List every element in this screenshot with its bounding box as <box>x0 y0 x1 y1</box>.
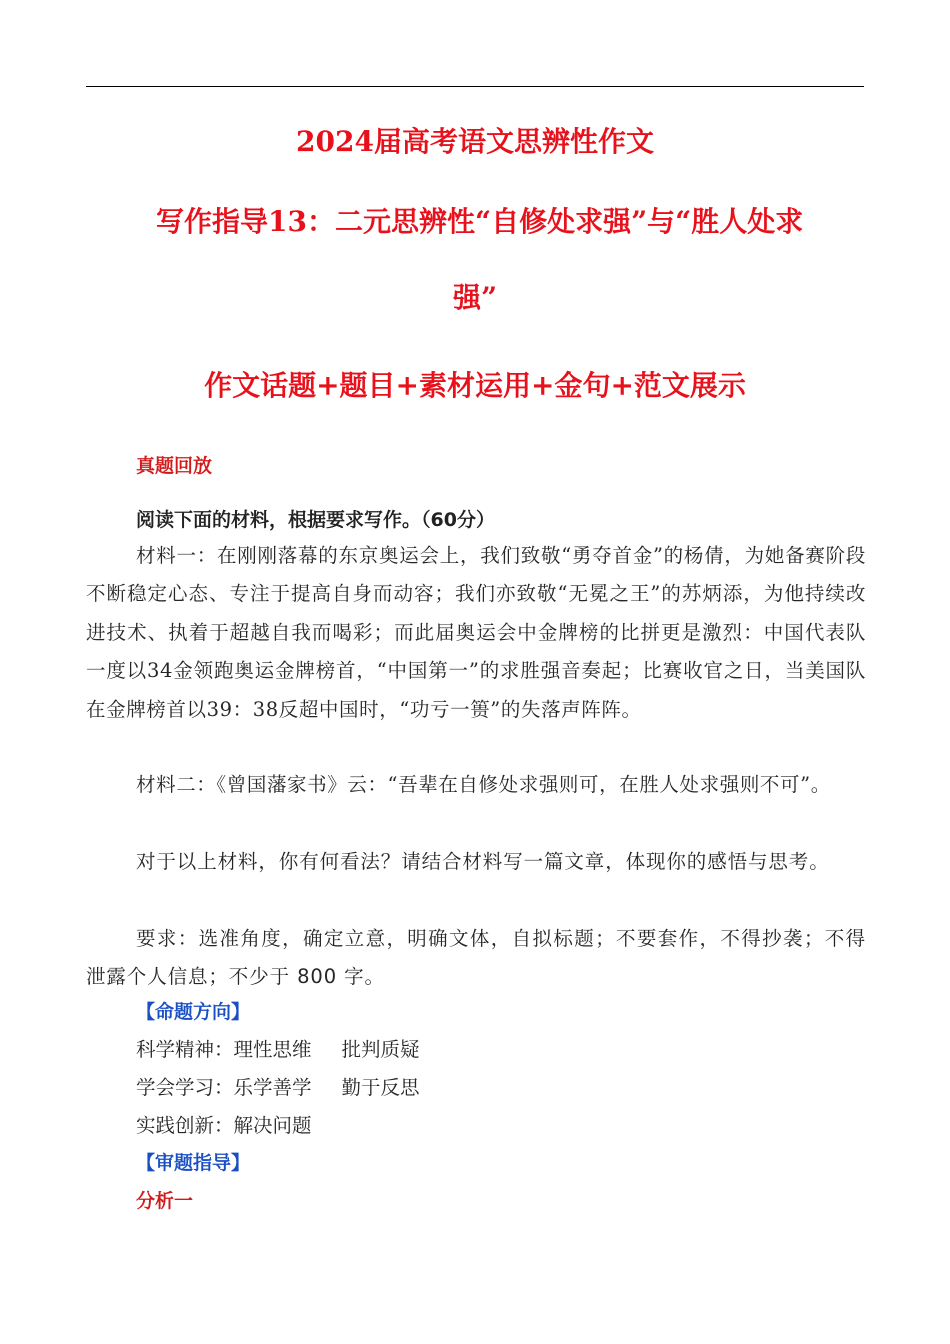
direction-label: 学会学习：乐学善学 <box>136 1076 312 1099</box>
material-one: 材料一：在刚刚落幕的东京奥运会上，我们致敬“勇夺首金”的杨倩，为她备赛阶段不断稳定心态、专注于提高自身而动容；我们亦致敬“无冕之王”的苏炳添，为他持续改进技术、执着于超越自我而喝彩；而此届奥运会中金牌榜的比拼更是激烈：中国代表队一度以34金领跑奥运金牌榜首，“中国第一”的求胜强音奏起；比赛收官之日，当美国队在金牌榜首以39：38反超中国时，“功亏一篑”的失落声阵阵。 <box>86 544 866 721</box>
direction-extra: 勤于反思 <box>341 1076 420 1099</box>
section-mingti-heading: 【命题方向】 <box>136 1001 251 1023</box>
material-two: 材料二：《曾国藩家书》云：“吾辈在自修处求强则可，在胜人处求强则不可”。 <box>136 773 831 796</box>
section-shenti-heading: 【审题指导】 <box>136 1152 251 1174</box>
requirements-text: 要求：选准角度，确定立意，明确文体，自拟标题；不要套作，不得抄袭；不得泄露个人信息；不少于 800 字。 <box>86 927 866 989</box>
analysis-one-heading: 分析一 <box>136 1190 194 1212</box>
doc-title-line2-cont: 强” <box>452 281 498 314</box>
direction-row <box>136 1113 312 1139</box>
direction-row <box>136 1075 420 1101</box>
direction-extra: 批判质疑 <box>341 1038 420 1061</box>
prompt-intro: 阅读下面的材料，根据要求写作。（60分） <box>136 509 495 531</box>
question-text: 对于以上材料，你有何看法？请结合材料写一篇文章，体现你的感悟与思考。 <box>136 850 830 873</box>
direction-label: 科学精神：理性思维 <box>136 1038 312 1061</box>
doc-title-line2: 写作指导13：二元思辨性“自修处求强”与“胜人处求 <box>156 205 804 238</box>
doc-title-line1: 2024届高考语文思辨性作文 <box>296 125 654 158</box>
section-zhenti-heading: 真题回放 <box>136 455 213 477</box>
top-rule <box>86 86 864 87</box>
direction-label: 实践创新：解决问题 <box>136 1114 312 1137</box>
direction-row <box>136 1037 420 1063</box>
doc-subtitle: 作文话题+题目+素材运用+金句+范文展示 <box>204 369 746 402</box>
